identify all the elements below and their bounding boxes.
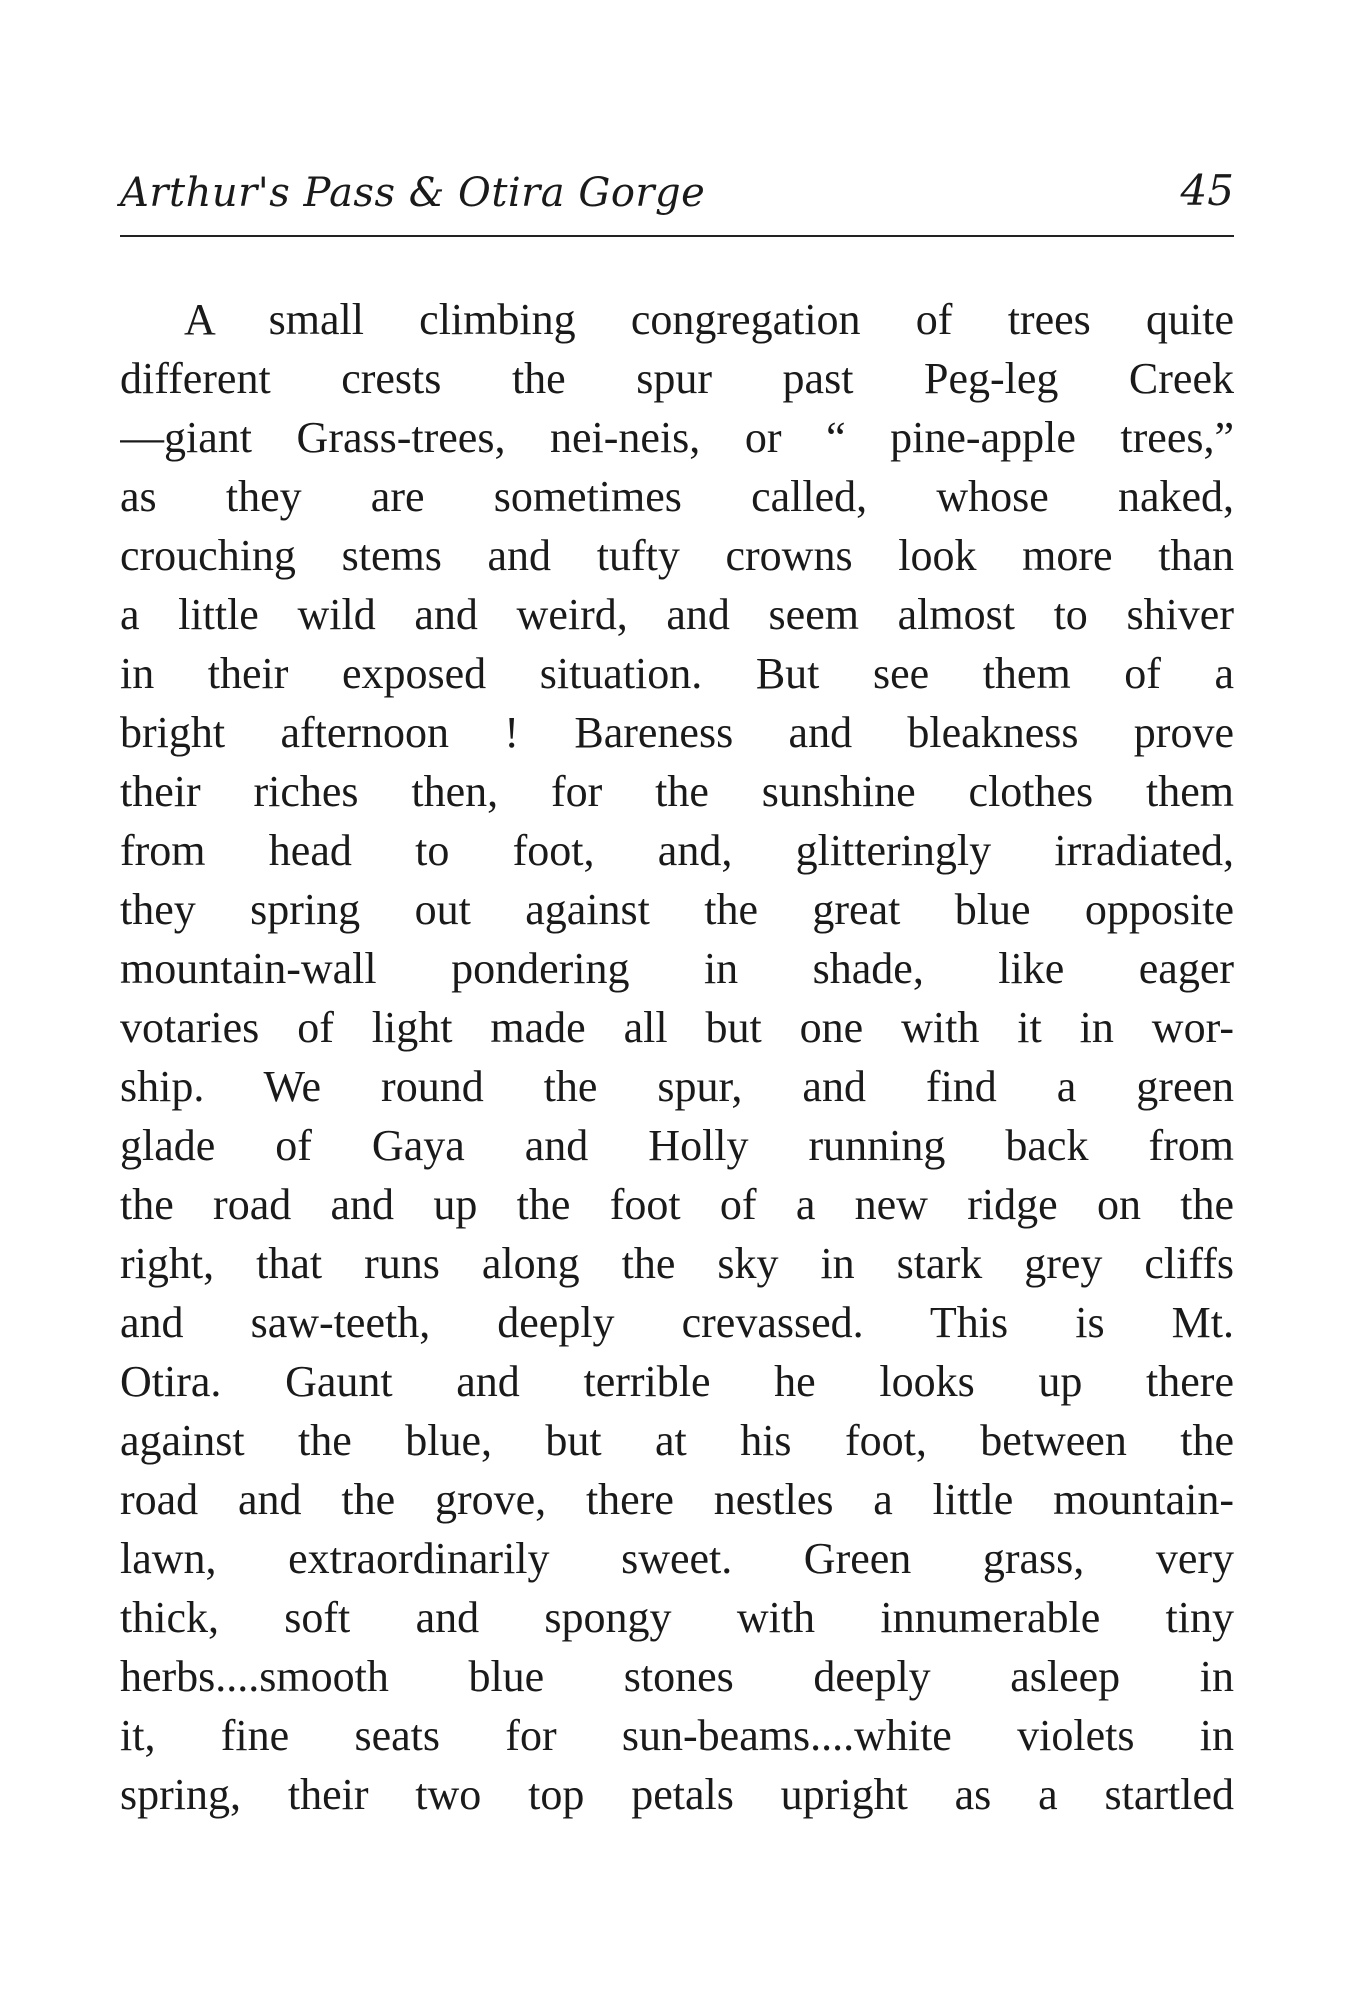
text-line: different crests the spur past Peg-leg Creek — [120, 354, 1234, 403]
text-line: right, that runs along the sky in stark grey cliffs — [120, 1239, 1234, 1288]
text-line: lawn, extraordinarily sweet. Green grass, very — [120, 1534, 1234, 1583]
text-line: A small climbing congregation of trees quite — [184, 295, 1234, 344]
text-line: a little wild and weird, and seem almost to shiver — [120, 590, 1234, 639]
text-line: their riches then, for the sunshine clothes them — [120, 767, 1234, 816]
text-line: glade of Gaya and Holly running back from — [120, 1121, 1234, 1170]
running-title: Arthur's Pass & Otira Gorge — [120, 170, 706, 216]
text-line: votaries of light made all but one with it in wor- — [120, 1003, 1234, 1052]
text-line: bright afternoon ! Bareness and bleakness prove — [120, 708, 1234, 757]
header-rule — [120, 235, 1234, 237]
text-line: Otira. Gaunt and terrible he looks up there — [120, 1357, 1234, 1406]
text-line: ship. We round the spur, and find a green — [120, 1062, 1234, 1111]
text-line: against the blue, but at his foot, between the — [120, 1416, 1234, 1465]
body-text — [120, 290, 1234, 1824]
text-line: in their exposed situation. But see them of a — [120, 649, 1234, 698]
text-line: spring, their two top petals upright as a startled — [120, 1770, 1234, 1819]
text-line: crouching stems and tufty crowns look more than — [120, 531, 1234, 580]
text-line: they spring out against the great blue opposite — [120, 885, 1234, 934]
text-line: it, fine seats for sun-beams....white violets in — [120, 1711, 1234, 1760]
text-line: the road and up the foot of a new ridge on the — [120, 1180, 1234, 1229]
running-head — [120, 160, 1234, 230]
page-number: 45 — [1180, 166, 1234, 215]
text-line: herbs....smooth blue stones deeply asleep in — [120, 1652, 1234, 1701]
text-line: —giant Grass-trees, nei-neis, or “ pine-apple trees,” — [120, 413, 1234, 462]
text-line: thick, soft and spongy with innumerable tiny — [120, 1593, 1234, 1642]
text-line: from head to foot, and, glitteringly irradiated, — [120, 826, 1234, 875]
text-line: as they are sometimes called, whose naked, — [120, 472, 1234, 521]
text-line: road and the grove, there nestles a little mountain- — [120, 1475, 1234, 1524]
text-line: and saw-teeth, deeply crevassed. This is Mt. — [120, 1298, 1234, 1347]
text-line: mountain-wall pondering in shade, like eager — [120, 944, 1234, 993]
